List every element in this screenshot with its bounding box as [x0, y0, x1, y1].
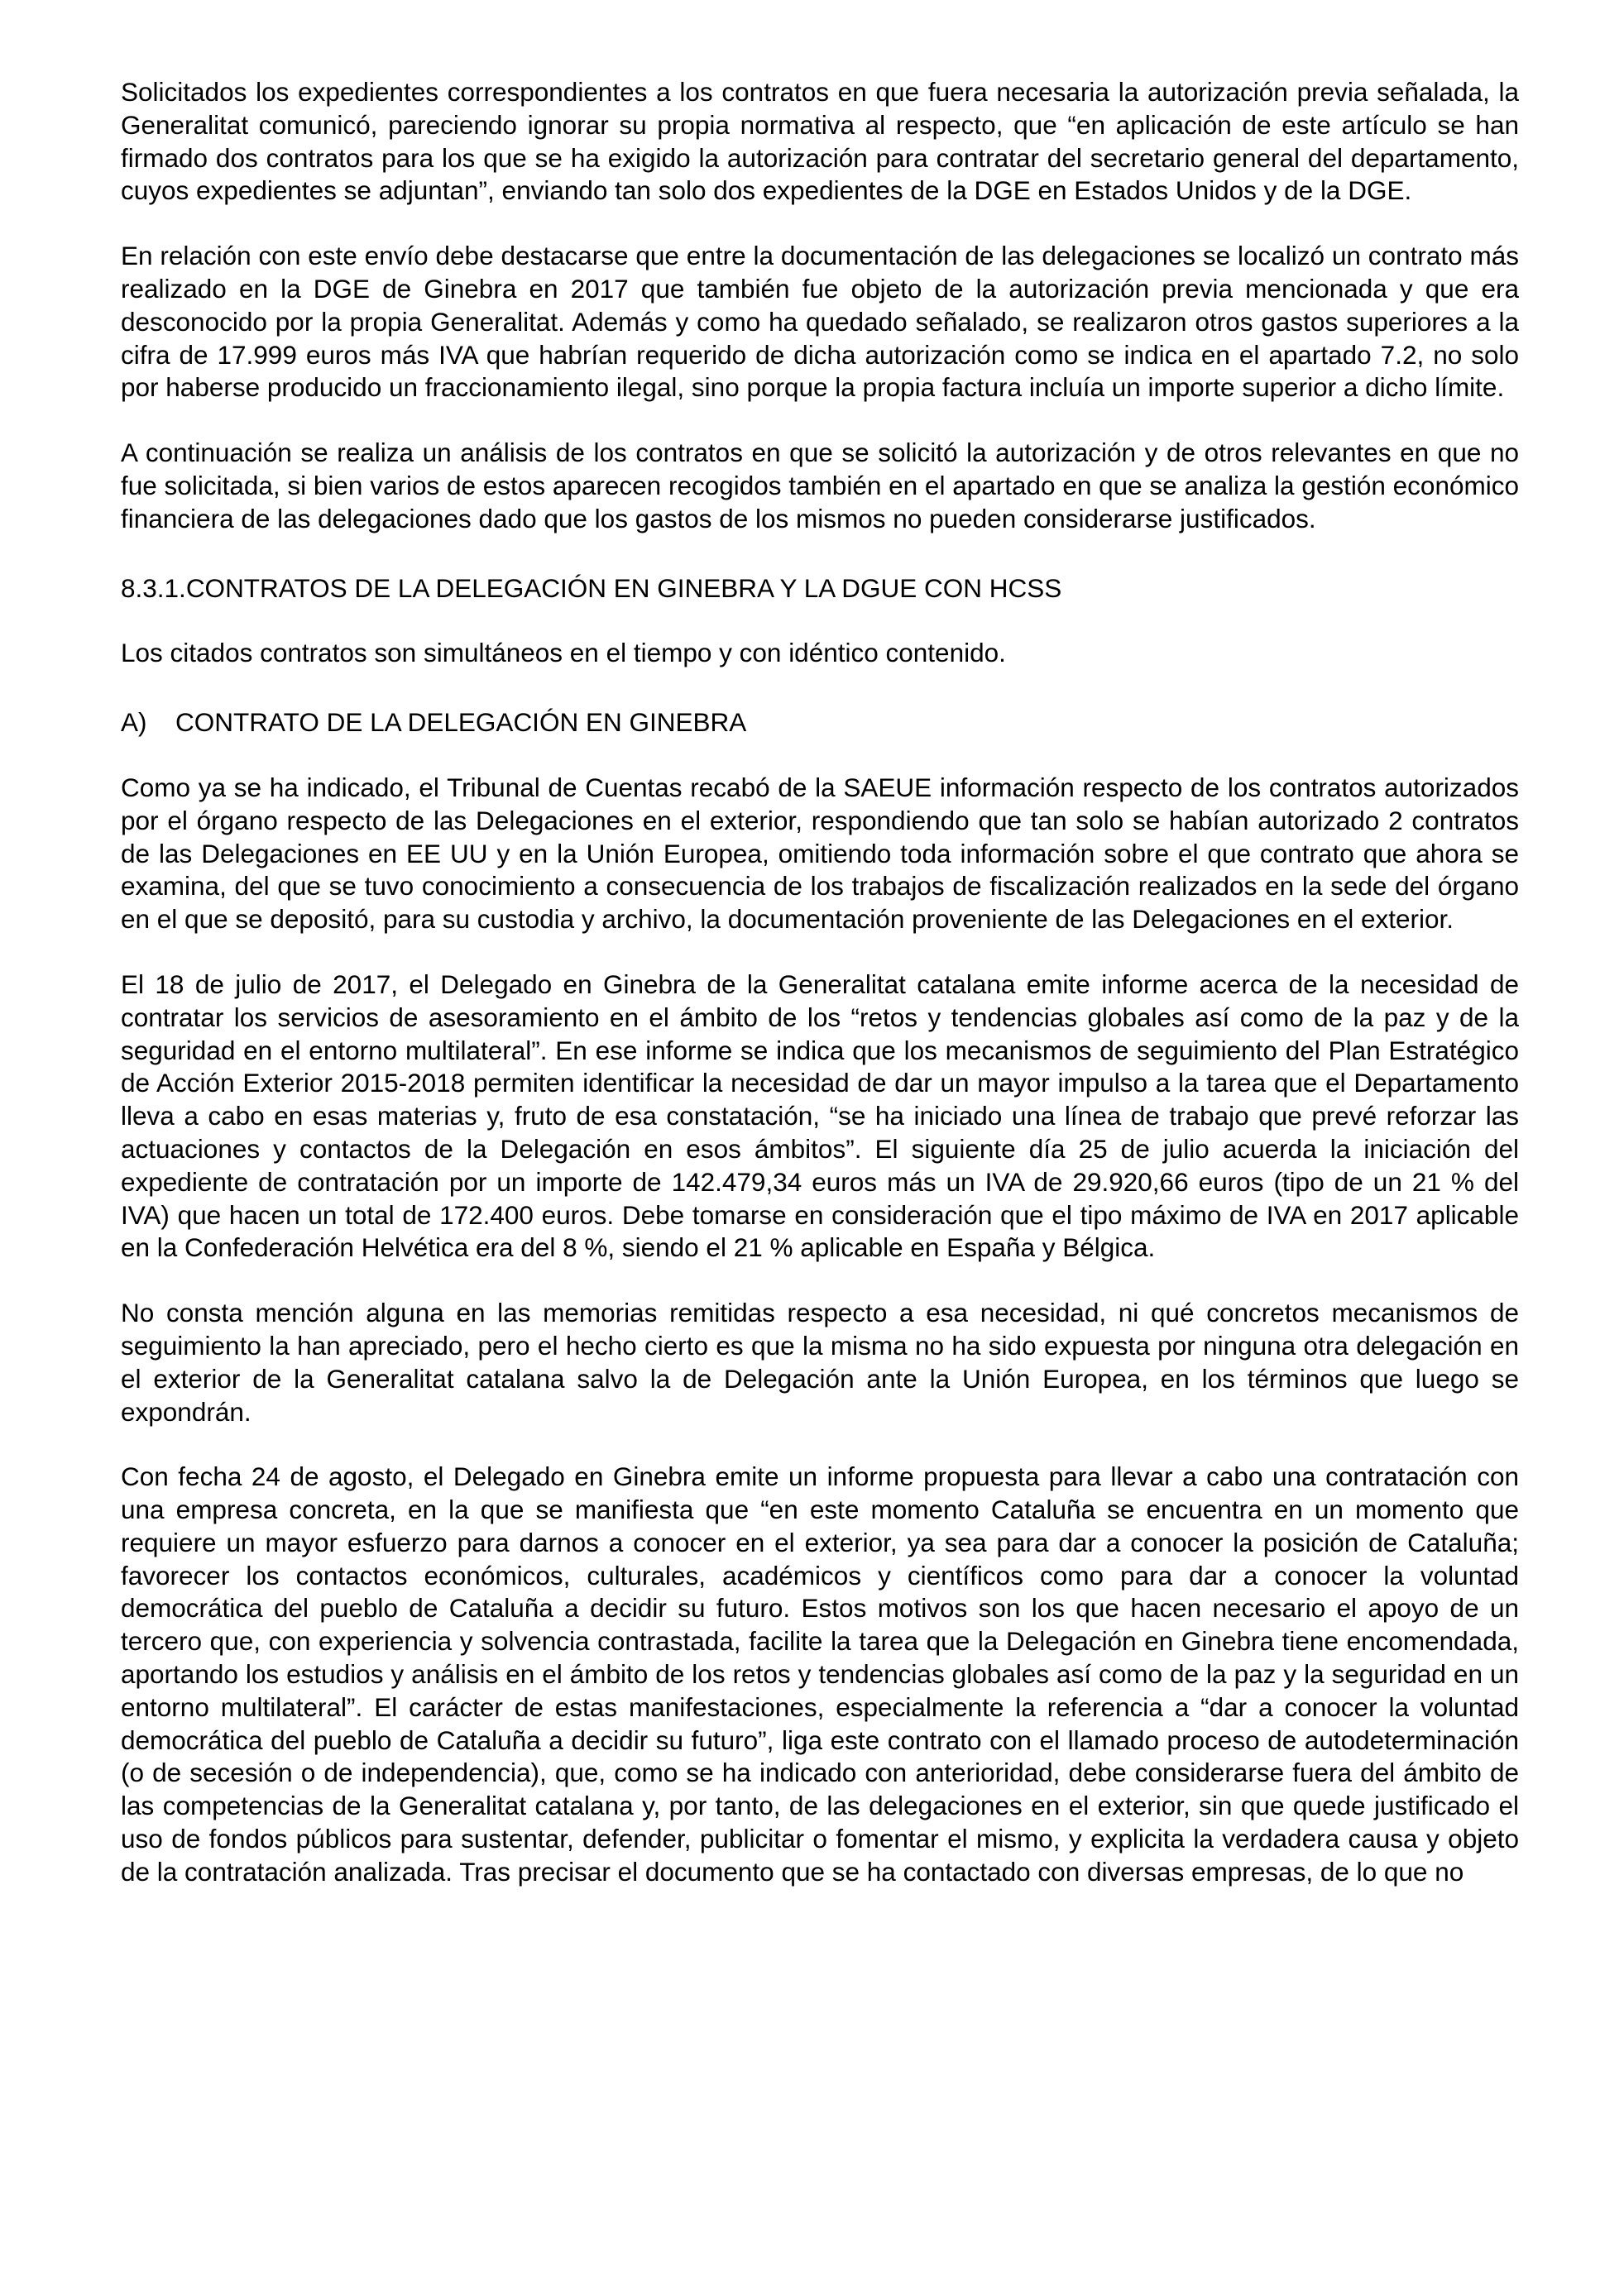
paragraph: A continuación se realiza un análisis de los contratos en que se solicitó la autorización y de otros relevantes en que no fue solicitada, si bien varios de estos aparecen recogidos también en el apartado en que se analiza la gestión económico financiera de las delegaciones dado que los gastos de los mismos no pueden considerarse justificados. — [121, 438, 1519, 533]
section-number: 8.3.1. — [121, 572, 186, 603]
paragraph: No consta mención alguna en las memorias remitidas respecto a esa necesidad, ni qué concretos mecanismos de seguimiento la han apreciado, pero el hecho cierto es que la misma no ha sido expuesta por ninguna otra delegación en el exterior de la Generalitat catalana salvo la de Delegación ante la Unión Europea, en los términos que luego se expondrán. — [121, 1298, 1519, 1427]
subsection-heading — [121, 706, 1519, 739]
document-page — [121, 76, 1519, 1921]
section-intro: Los citados contratos son simultáneos en el tiempo y con idéntico contenido. — [121, 638, 1006, 668]
paragraph: El 18 de julio de 2017, el Delegado en Ginebra de la Generalitat catalana emite informe acerca de la necesidad de contratar los servicios de asesoramiento en el ámbito de los “retos y tendencias globales así como de la paz y de la seguridad en el entorno multilateral”. En ese informe se indica que los mecanismos de seguimiento del Plan Estratégico de Acción Exterior 2015-2018 permiten identificar la necesidad de dar un mayor impulso a la tarea que el Departamento lleva a cabo en esas materias y, fruto de esa constatación, “se ha iniciado una línea de trabajo que prevé reforzar las actuaciones y contactos de la Delegación en esos ámbitos”. El siguiente día 25 de julio acuerda la iniciación del expediente de contratación por un importe de 142.479,34 euros más un IVA de 29.920,66 euros (tipo de un 21 % del IVA) que hacen un total de 172.400 euros. Debe tomarse en consideración que el tipo máximo de IVA en 2017 aplicable en la Confederación Helvética era del 8 %, siendo el 21 % aplicable en España y Bélgica. — [121, 969, 1519, 1263]
subsection-title: CONTRATO DE LA DELEGACIÓN EN GINEBRA — [175, 707, 747, 738]
paragraph: Solicitados los expedientes correspondientes a los contratos en que fuera necesaria la autorización previa señalada, la Generalitat comunicó, pareciendo ignorar su propia normativa al respecto, que “en aplicación de este artículo se han firmado dos contratos para los que se ha exigido la autorización para contratar del secretario general del departamento, cuyos expedientes se adjuntan”, enviando tan solo dos expedientes de la DGE en Estados Unidos y de la DGE. — [121, 77, 1519, 206]
paragraph: En relación con este envío debe destacarse que entre la documentación de las delegaciones se localizó un contrato más realizado en la DGE de Ginebra en 2017 que también fue objeto de la autorización previa mencionada y que era desconocido por la propia Generalitat. Además y como ha quedado señalado, se realizaron otros gastos superiores a la cifra de 17.999 euros más IVA que habrían requerido de dicha autorización como se indica en el apartado 7.2, no solo por haberse producido un fraccionamiento ilegal, sino porque la propia factura incluía un importe superior a dicho límite. — [121, 241, 1519, 403]
section-title: CONTRATOS DE LA DELEGACIÓN EN GINEBRA Y LA DGUE CON HCSS — [185, 572, 1062, 603]
subsection-number: A) — [121, 707, 147, 738]
paragraph: Con fecha 24 de agosto, el Delegado en Ginebra emite un informe propuesta para llevar a cabo una contratación con una empresa concreta, en la que se manifiesta que “en este momento Cataluña se encuentra en un momento que requiere un mayor esfuerzo para darnos a conocer en el exterior, ya sea para dar a conocer la posición de Cataluña; favorecer los contactos económicos, culturales, académicos y científicos como para dar a conocer la voluntad democrática del pueblo de Cataluña a decidir su futuro. Estos motivos son los que hacen necesario el apoyo de un tercero que, con experiencia y solvencia contrastada, facilite la tarea que la Delegación en Ginebra tiene encomendada, aportando los estudios y análisis en el ámbito de los retos y tendencias globales así como de la paz y la seguridad en un entorno multilateral”. El carácter de estas manifestaciones, especialmente la referencia a “dar a conocer la voluntad democrática del pueblo de Cataluña a decidir su futuro”, liga este contrato con el llamado proceso de autodeterminación (o de secesión o de independencia), que, como se ha indicado con anterioridad, debe considerarse fuera del ámbito de las competencias de la Generalitat catalana y, por tanto, de las delegaciones en el exterior, sin que quede justificado el uso de fondos públicos para sustentar, defender, publicitar o fomentar el mismo, y explicita la verdadera causa y objeto de la contratación analizada. Tras precisar el documento que se ha contactado con diversas empresas, de lo que no — [121, 1461, 1519, 1887]
section-heading — [121, 572, 1519, 605]
paragraph: Como ya se ha indicado, el Tribunal de Cuentas recabó de la SAEUE información respecto de los contratos autorizados por el órgano respecto de las Delegaciones en el exterior, respondiendo que tan solo se habían autorizado 2 contratos de las Delegaciones en EE UU y en la Unión Europea, omitiendo toda información sobre el que contrato que ahora se examina, del que se tuvo conocimiento a consecuencia de los trabajos de fiscalización realizados en la sede del órgano en el que se depositó, para su custodia y archivo, la documentación proveniente de las Delegaciones en el exterior. — [121, 772, 1519, 935]
